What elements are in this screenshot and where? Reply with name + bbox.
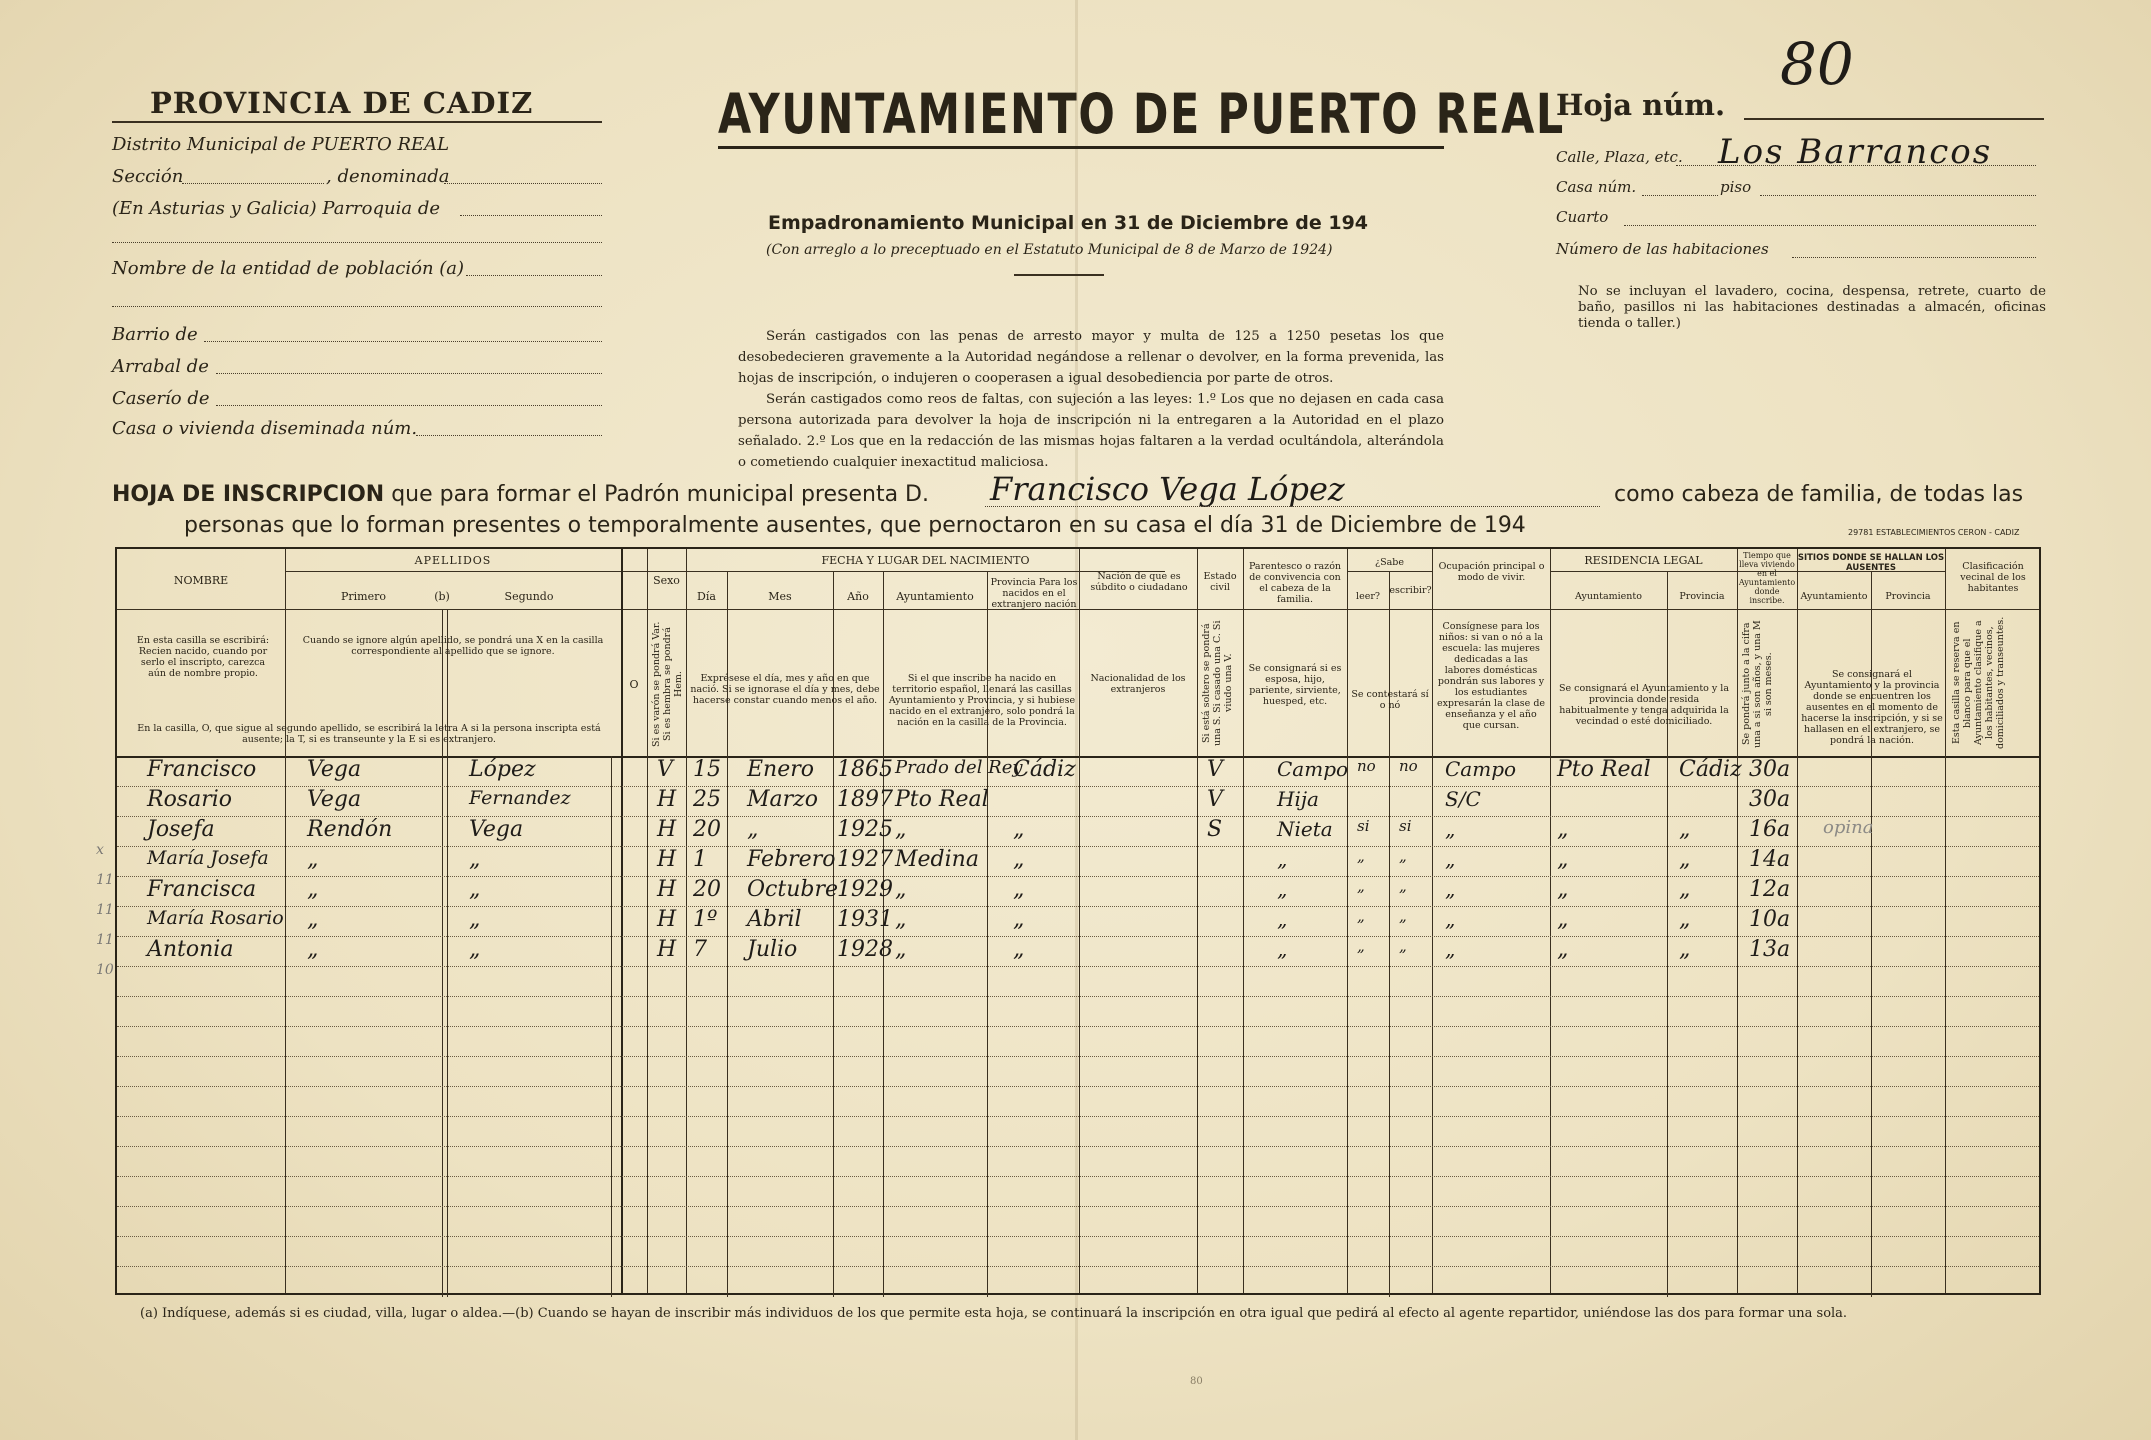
nombre-instruction: En esta casilla se escribirá: Recien nacido, cuando por serlo el inscripto, carezca aún de nombre propio. — [136, 635, 270, 679]
cell-sexo: V — [657, 757, 673, 782]
row-line — [117, 1146, 2039, 1147]
col-nacion-header: Nación de que es súbdito o ciudadano — [1090, 571, 1188, 593]
col-line — [1243, 549, 1244, 1293]
cell-res-ayto: „ — [1557, 937, 1569, 962]
inscripcion-line-1 — [112, 482, 929, 507]
col-apellidos-header: APELLIDOS — [414, 554, 492, 567]
col-primero-header: Primero — [341, 590, 386, 603]
denominada-label: , denominada — [326, 166, 450, 187]
margin-mark: 10 — [96, 962, 114, 978]
printer-code: 29781 ESTABLECIMIENTOS CERON - CADIZ — [1848, 528, 2020, 537]
cell-prov: „ — [1013, 877, 1025, 902]
seccion-label: Sección — [112, 166, 184, 187]
cell-res-prov: „ — [1679, 817, 1691, 842]
cell-ap1: „ — [307, 847, 319, 872]
col-clasif-header: Clasificación vecinal de los habitantes — [1960, 561, 2026, 594]
col-line — [447, 609, 448, 1297]
cell-res-ayto: „ — [1557, 877, 1569, 902]
cell-nombre: Josefa — [147, 817, 215, 842]
arrabal-label: Arrabal de — [112, 356, 209, 377]
col-leer-header: leer? — [1356, 591, 1380, 602]
cell-anio: 1897 — [837, 787, 893, 812]
col-line — [1389, 571, 1390, 1297]
cell-anio: 1929 — [837, 877, 893, 902]
cell-ocupacion: S/C — [1445, 787, 1481, 811]
cell-escribir: no — [1399, 757, 1418, 775]
col-parentesco-header: Parentesco o razón de convivencia con el cabeza de la familia. — [1248, 561, 1342, 605]
cell-tiempo: 14a — [1749, 847, 1791, 872]
col-provincia-header: Provincia Para los nacidos en el extranjero nación — [990, 577, 1078, 610]
cell-res-ayto: Pto Real — [1557, 757, 1651, 782]
col-line — [1347, 549, 1348, 1293]
cell-parentesco: „ — [1277, 907, 1288, 931]
entidad-label: Nombre de la entidad de población (a) — [112, 258, 465, 279]
clasif-instruction: Esta casilla se reserva en blanco para que el Ayuntamiento clasifique a los habitantes, vecinos, domiciliados y transeuntes. — [1951, 616, 2006, 750]
head-of-family-name: Francisco Vega López — [990, 470, 1345, 508]
casa-num-line — [1642, 195, 1718, 196]
inscripcion-text: que para formar el Padrón municipal presenta D. — [384, 482, 929, 507]
cell-ap1: „ — [307, 937, 319, 962]
col-line — [1737, 549, 1738, 1293]
row-line — [117, 1026, 2039, 1027]
cell-anio: 1931 — [837, 907, 893, 932]
cell-ap2: López — [469, 757, 536, 782]
row-line — [117, 1116, 2039, 1117]
cell-sexo: H — [657, 907, 677, 932]
cell-ayto: Pto Real — [895, 787, 989, 812]
cell-ap2: „ — [469, 877, 481, 902]
cell-parentesco: Nieta — [1277, 817, 1333, 841]
cell-sexo: H — [657, 877, 677, 902]
cell-sexo: H — [657, 937, 677, 962]
cell-ocupacion: „ — [1445, 817, 1456, 841]
cell-res-ayto: „ — [1557, 847, 1569, 872]
cell-escribir: „ — [1399, 907, 1407, 925]
col-line — [686, 549, 687, 1293]
cell-ocupacion: „ — [1445, 877, 1456, 901]
col-aus-ayto-header: Ayuntamiento — [1800, 591, 1868, 602]
cell-nombre: María Josefa — [147, 847, 269, 869]
cell-res-prov: „ — [1679, 937, 1691, 962]
habitaciones-label: Número de las habitaciones — [1556, 240, 1769, 258]
hoja-number: 80 — [1780, 30, 1854, 98]
apellidos-subline — [285, 571, 731, 572]
habitaciones-note: No se incluyan el lavadero, cocina, despensa, retrete, cuarto de baño, pasillos ni las habitaciones destinadas a almacén, oficinas tienda o taller.) — [1578, 284, 2046, 331]
cell-extra: opina — [1823, 817, 1874, 838]
calle-value: Los Barrancos — [1718, 132, 1993, 172]
parroquia-label: (En Asturias y Galicia) Parroquia de — [112, 198, 440, 219]
cell-mes: „ — [747, 817, 759, 842]
casa-diseminada-label: Casa o vivienda diseminada núm. — [112, 418, 418, 439]
cell-ocupacion: „ — [1445, 847, 1456, 871]
col-b-header: (b) — [434, 590, 450, 603]
cell-tiempo: 12a — [1749, 877, 1791, 902]
col-line — [1197, 549, 1198, 1293]
col-ayuntamiento-header: Ayuntamiento — [896, 590, 974, 603]
entidad-line — [466, 275, 602, 276]
cell-res-prov: Cádiz — [1679, 757, 1742, 782]
hoja-label: Hoja núm. — [1556, 88, 1726, 122]
col-dia-header: Día — [697, 590, 716, 603]
col-line — [1432, 549, 1433, 1293]
cell-anio: 1925 — [837, 817, 893, 842]
margin-mark: 11 — [96, 872, 114, 888]
col-sabe-header: ¿Sabe — [1375, 557, 1404, 568]
cell-leer: „ — [1357, 877, 1365, 895]
col-line — [1550, 549, 1551, 1293]
margin-mark: 11 — [96, 932, 114, 948]
margin-mark: 11 — [96, 902, 114, 918]
col-res-prov-header: Provincia — [1679, 591, 1725, 602]
cell-escribir: „ — [1399, 937, 1407, 955]
row-line — [117, 966, 2039, 967]
cell-ocupacion: „ — [1445, 907, 1456, 931]
cell-tiempo: 10a — [1749, 907, 1791, 932]
col-line — [1079, 549, 1080, 1293]
cuarto-label: Cuarto — [1556, 208, 1609, 226]
col-estado-header: Estado civil — [1203, 571, 1237, 593]
cell-ayto: „ — [895, 877, 907, 902]
residencia-instruction: Se consignará el Ayuntamiento y la provincia donde resida habitualmente y tenga adquirida la vecindad o esté domiciliado. — [1559, 683, 1729, 727]
cell-leer: „ — [1357, 907, 1365, 925]
cell-dia: 20 — [693, 877, 721, 902]
cell-ap1: Rendón — [307, 817, 393, 842]
apellidos-instruction: Cuando se ignore algún apellido, se pondrá una X en la casilla correspondiente al apellido que se ignore. — [302, 635, 604, 657]
habitaciones-line — [1792, 257, 2036, 258]
parroquia-line — [460, 215, 602, 216]
cell-prov: „ — [1013, 937, 1025, 962]
col-line — [621, 549, 623, 1293]
empadronamiento-note: (Con arreglo a lo preceptuado en el Estatuto Municipal de 8 de Marzo de 1924) — [766, 242, 1333, 258]
cell-mes: Julio — [747, 937, 798, 962]
cell-tiempo: 30a — [1749, 787, 1791, 812]
inscripcion-heading: HOJA DE INSCRIPCION — [112, 482, 385, 507]
cell-res-ayto: „ — [1557, 817, 1569, 842]
cuarto-line — [1624, 225, 2036, 226]
cell-ayto: Prado del Rey — [895, 757, 1023, 778]
ocupacion-instruction: Consígnese para los niños: si van o nó a la escuela: las mujeres dedicadas a las labores domésticas pondrán sus labores y los estudiantes expresarán la clase de enseñanza y el año que cursan. — [1436, 621, 1546, 731]
cell-estado: V — [1207, 787, 1223, 812]
cell-ocupacion: „ — [1445, 937, 1456, 961]
cell-dia: 1º — [693, 907, 718, 932]
cell-prov: „ — [1013, 817, 1025, 842]
cell-ap2: „ — [469, 937, 481, 962]
col-line — [1797, 549, 1798, 1293]
sabe-instruction: Se contestará sí o nó — [1351, 689, 1429, 711]
ornament-rule — [1014, 274, 1104, 276]
cell-prov: Cádiz — [1013, 757, 1076, 782]
cell-parentesco: Hija — [1277, 787, 1319, 811]
head-name-line — [985, 506, 1600, 507]
cell-ayto: Medina — [895, 847, 979, 872]
footer-note: (a) Indíquese, además si es ciudad, villa, lugar o aldea.—(b) Cuando se hayan de inscribir más individuos de los que permite esta hoja, se continuará la inscripción en otra igual que pedirá al efecto al agente repartidor, uniéndose las dos para formar una sola. — [140, 1306, 1848, 1321]
cell-res-prov: „ — [1679, 877, 1691, 902]
title-rule — [718, 146, 1444, 149]
estado-instruction: Si está soltero se pondrá una S. Si casado una C. Si viudo una V. — [1201, 620, 1234, 746]
col-line — [442, 609, 443, 1297]
tiempo-instruction: Se pondrá junto a la cifra una a si son años, y una M si son meses. — [1741, 620, 1774, 748]
cell-nombre: Rosario — [147, 787, 233, 812]
col-line — [883, 571, 884, 1297]
cell-mes: Enero — [747, 757, 815, 782]
cell-mes: Febrero — [747, 847, 836, 872]
cell-ap2: Vega — [469, 817, 524, 842]
calle-line — [1676, 165, 2036, 166]
casa-diseminada-line — [416, 435, 602, 436]
cell-estado: S — [1207, 817, 1223, 842]
cell-nombre: Francisca — [147, 877, 257, 902]
cell-leer: „ — [1357, 937, 1365, 955]
caserio-label: Caserío de — [112, 388, 210, 409]
cell-leer: si — [1357, 817, 1370, 835]
cell-mes: Marzo — [747, 787, 818, 812]
cell-sexo: H — [657, 787, 677, 812]
cell-ayto: „ — [895, 907, 907, 932]
district-label: Distrito Municipal de PUERTO REAL — [112, 134, 450, 155]
cell-ap2: „ — [469, 847, 481, 872]
hoja-rule — [1744, 118, 2044, 120]
col-tiempo-header: Tiempo que lleva viviendo en el Ayuntamiento donde inscribe. — [1738, 551, 1796, 605]
caserio-line — [216, 405, 602, 406]
row-line — [117, 996, 2039, 997]
cell-escribir: „ — [1399, 877, 1407, 895]
fecha-instruction: Exprésese el día, mes y año en que nació. Si se ignorase el día y mes, debe hacerse constar cuando menos el año. — [690, 673, 880, 706]
arrabal-line — [216, 373, 602, 374]
cell-dia: 15 — [693, 757, 721, 782]
cell-tiempo: 30a — [1749, 757, 1791, 782]
cell-parentesco: „ — [1277, 937, 1288, 961]
cell-res-prov: „ — [1679, 907, 1691, 932]
sexo-instruction: Si es varón se pondrá Var. Si es hembra se pondrá Hem. — [651, 621, 684, 747]
cell-nombre: María Rosario — [147, 907, 284, 929]
barrio-line — [204, 341, 602, 342]
col-aus-prov-header: Provincia — [1885, 591, 1931, 602]
notice-paragraph-1: Serán castigados con las penas de arresto mayor y multa de 125 a 1250 pesetas los que desobedecieren gravemente a la Autoridad negándose a rellenar o devolver, en la forma prevenida, las hojas de inscripción, o indujeren o cooperasen a igual desobediencia por parte de otros. — [738, 329, 1444, 386]
cell-res-ayto: „ — [1557, 907, 1569, 932]
province-rule — [112, 121, 602, 123]
col-anio-header: Año — [847, 590, 869, 603]
cell-leer: „ — [1357, 847, 1365, 865]
cell-anio: 1927 — [837, 847, 893, 872]
row-line — [117, 1086, 2039, 1087]
ayuntamiento-title: AYUNTAMIENTO DE PUERTO REAL — [718, 82, 1565, 146]
cell-prov: „ — [1013, 847, 1025, 872]
cell-parentesco: Campo — [1277, 757, 1349, 781]
cell-dia: 1 — [693, 847, 707, 872]
penalty-notice — [738, 326, 1444, 473]
cell-mes: Abril — [747, 907, 802, 932]
cell-ap1: „ — [307, 907, 319, 932]
col-sitios-header: SITIOS DONDE SE HALLAN LOS AUSENTES — [1797, 553, 1945, 573]
page-stamp: 80 — [1190, 1376, 1203, 1387]
casilla-o-letter: O — [629, 678, 639, 691]
notice-paragraph-2: Serán castigados como reos de faltas, con sujeción a las leyes: 1.º Los que no dejasen en cada casa persona autorizada para devolver la hoja de inscripción ni la entregaren a la Autoridad en el plazo señalado. 2.º Los que en la redacción de las mismas hojas faltaren a la verdad ocultándola, alterándola o cometiendo cualquier inexactitud maliciosa. — [738, 392, 1444, 470]
col-line — [647, 549, 648, 1293]
margin-mark: x — [96, 842, 104, 858]
sitios-instruction: Se consignará el Ayuntamiento y la provincia donde se encuentren los ausentes en el momento de hacerse la inscripción, y si se hallasen en el extranjero, se pondrá la nación. — [1801, 669, 1943, 746]
inscription-table — [115, 547, 2041, 1295]
cell-anio: 1865 — [837, 757, 893, 782]
piso-label: piso — [1720, 178, 1752, 196]
cell-dia: 20 — [693, 817, 721, 842]
nacion-instruction: Nacionalidad de los extranjeros — [1090, 673, 1186, 695]
casilla-o-instruction: En la casilla, O, que sigue al segundo apellido, se escribirá la letra A si la persona inscripta está ausente; la T, si es transeunte y la E si es extranjero. — [137, 723, 601, 745]
denominada-line — [444, 183, 602, 184]
col-line — [1667, 571, 1668, 1297]
calle-label: Calle, Plaza, etc. — [1556, 148, 1683, 166]
cell-escribir: si — [1399, 817, 1412, 835]
cell-mes: Octubre — [747, 877, 838, 902]
piso-line — [1760, 195, 2036, 196]
cell-ap1: „ — [307, 877, 319, 902]
col-nombre-header: NOMBRE — [173, 574, 229, 587]
cell-dia: 7 — [693, 937, 707, 962]
col-line — [1945, 549, 1946, 1293]
cell-leer: no — [1357, 757, 1376, 775]
row-line — [117, 1176, 2039, 1177]
cell-nombre: Francisco — [147, 757, 257, 782]
blank-line-1 — [112, 242, 602, 243]
cell-ayto: „ — [895, 937, 907, 962]
seccion-line — [182, 183, 324, 184]
col-fecha-header: FECHA Y LUGAR DEL NACIMIENTO — [821, 554, 1030, 567]
cell-anio: 1928 — [837, 937, 893, 962]
parentesco-instruction: Se consignará si es esposa, hijo, pariente, sirviente, huesped, etc. — [1248, 663, 1342, 707]
col-line — [285, 549, 286, 1293]
lugar-instruction: Si el que inscribe ha nacido en territorio español, llenará las casillas Ayuntamiento y Provincia, y si hubiese nacido en el extranjero, solo pondrá la nación en la casilla de la Provincia. — [888, 673, 1076, 728]
cell-tiempo: 16a — [1749, 817, 1791, 842]
cell-parentesco: „ — [1277, 877, 1288, 901]
col-res-ayto-header: Ayuntamiento — [1575, 591, 1642, 602]
cell-parentesco: „ — [1277, 847, 1288, 871]
casa-num-label: Casa núm. — [1556, 178, 1637, 196]
col-mes-header: Mes — [768, 590, 792, 603]
cell-tiempo: 13a — [1749, 937, 1791, 962]
row-line — [117, 1266, 2039, 1267]
cell-sexo: H — [657, 817, 677, 842]
cell-estado: V — [1207, 757, 1223, 782]
col-escribir-header: escribir? — [1389, 585, 1432, 596]
cell-nombre: Antonia — [147, 937, 234, 962]
inscripcion-line-1-end: como cabeza de familia, de todas las — [1614, 482, 2024, 507]
cell-ocupacion: Campo — [1445, 757, 1517, 781]
province-title: PROVINCIA DE CADIZ — [150, 86, 534, 120]
cell-ap2: Fernandez — [469, 787, 571, 809]
col-sexo-header: Sexo — [653, 574, 680, 587]
cell-ap1: Vega — [307, 757, 362, 782]
cell-prov: „ — [1013, 907, 1025, 932]
barrio-label: Barrio de — [112, 324, 198, 345]
cell-res-prov: „ — [1679, 847, 1691, 872]
cell-ap1: Vega — [307, 787, 362, 812]
row-line — [117, 1056, 2039, 1057]
empadronamiento-title: Empadronamiento Municipal en 31 de Diciembre de 194 — [768, 212, 1369, 234]
row-line — [117, 1236, 2039, 1237]
cell-ayto: „ — [895, 817, 907, 842]
col-segundo-header: Segundo — [504, 590, 554, 603]
cell-ap2: „ — [469, 907, 481, 932]
col-residencia-header: RESIDENCIA LEGAL — [1584, 554, 1703, 567]
cell-escribir: „ — [1399, 847, 1407, 865]
row-line — [117, 1206, 2039, 1207]
cell-sexo: H — [657, 847, 677, 872]
col-ocupacion-header: Ocupación principal o modo de vivir. — [1438, 561, 1545, 583]
blank-line-2 — [112, 306, 602, 307]
inscripcion-line-2: personas que lo forman presentes o temporalmente ausentes, que pernoctaron en su casa el día 31 de Diciembre de 194 — [184, 513, 1526, 538]
cell-dia: 25 — [693, 787, 721, 812]
